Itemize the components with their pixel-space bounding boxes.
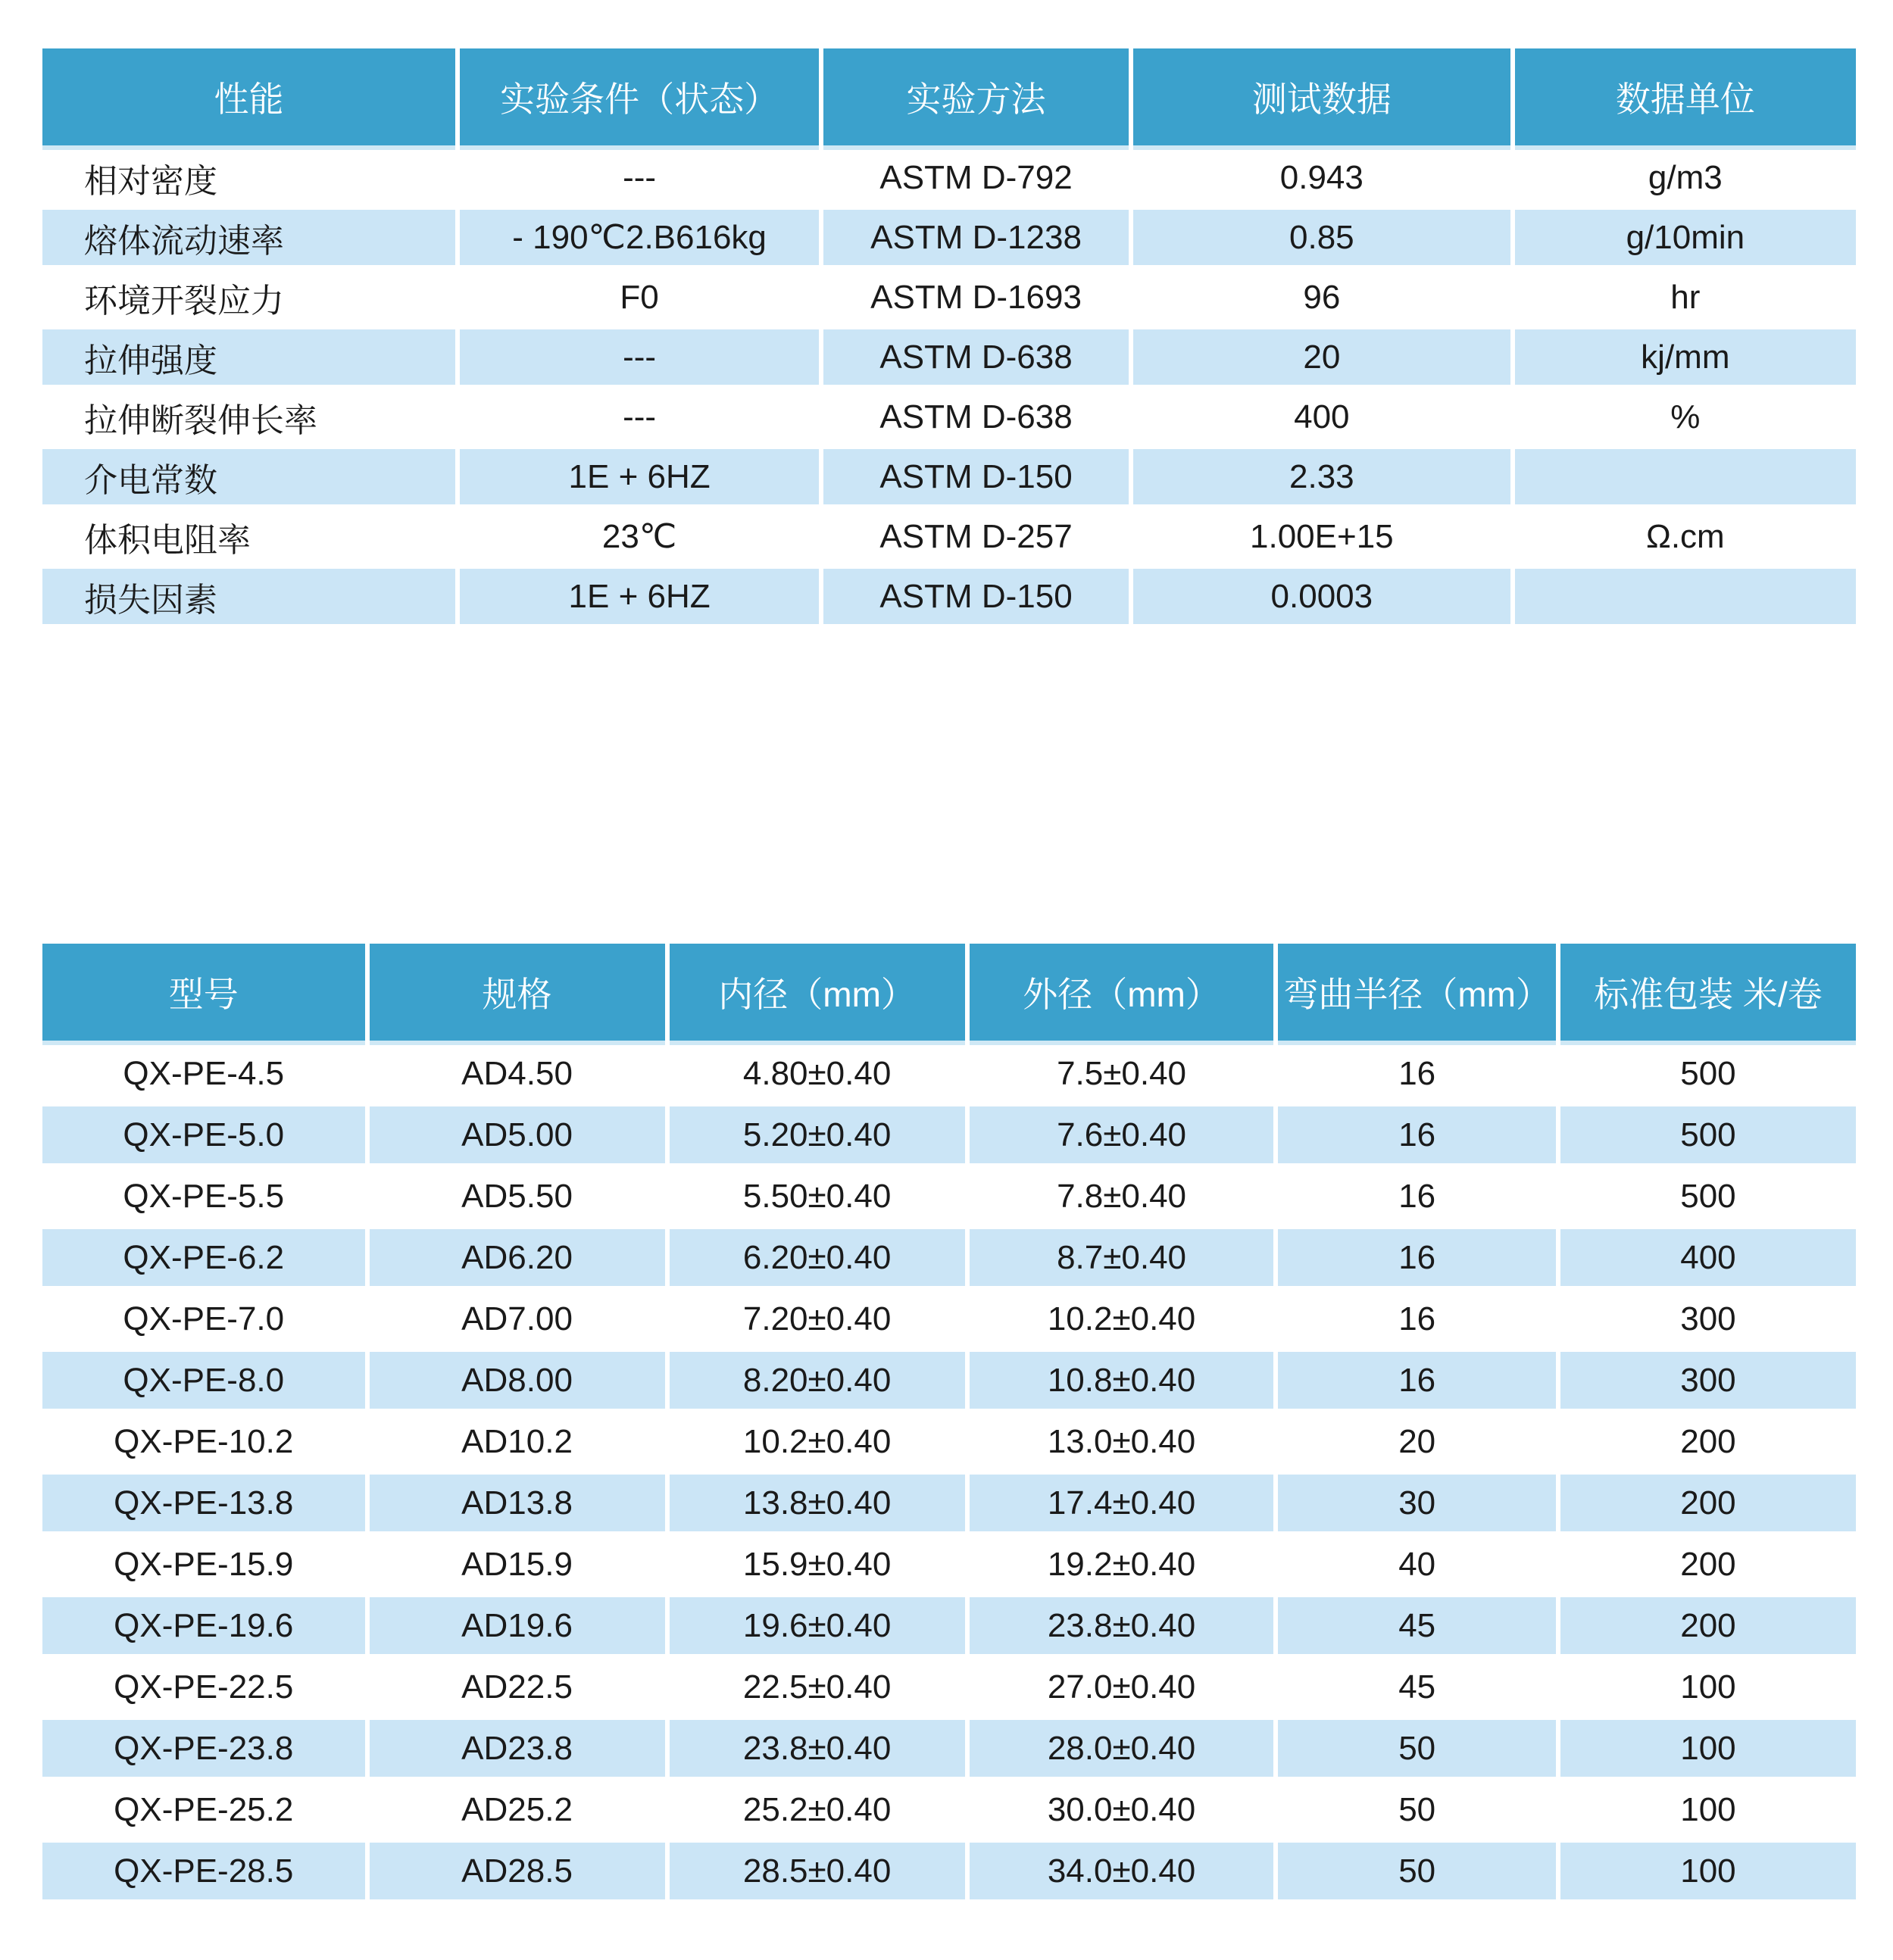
table-cell: 50 (1278, 1781, 1555, 1838)
table-cell: 16 (1278, 1168, 1555, 1225)
table-row (42, 1045, 1856, 1102)
table-cell: 20 (1278, 1413, 1555, 1470)
table-row (42, 270, 1856, 325)
table-row (42, 1843, 1856, 1899)
table-cell: 拉伸断裂伸长率 (42, 389, 455, 445)
table-cell: ASTM D-150 (823, 449, 1129, 504)
table-cell: 27.0±0.40 (970, 1659, 1274, 1715)
table-cell: 50 (1278, 1720, 1555, 1777)
table-cell: 500 (1560, 1106, 1856, 1163)
column-header-test-condition: 实验条件（状态） (460, 48, 819, 145)
table-row (42, 509, 1856, 564)
datasheet (38, 44, 1860, 1904)
table-cell: ASTM D-638 (823, 389, 1129, 445)
table-cell: 7.5±0.40 (970, 1045, 1274, 1102)
table-cell: 10.2±0.40 (970, 1291, 1274, 1347)
table-cell: 体积电阻率 (42, 509, 455, 564)
model-spec-body (42, 1045, 1856, 1899)
table-cell: QX-PE-8.0 (42, 1352, 365, 1409)
table-cell: 8.7±0.40 (970, 1229, 1274, 1286)
table-row (42, 569, 1856, 624)
table-cell: 5.50±0.40 (670, 1168, 965, 1225)
table-cell: 50 (1278, 1843, 1555, 1899)
table-cell: 45 (1278, 1597, 1555, 1654)
table-cell: 拉伸强度 (42, 329, 455, 385)
table-row (42, 329, 1856, 385)
table-cell: 30 (1278, 1475, 1555, 1531)
table-cell: QX-PE-13.8 (42, 1475, 365, 1531)
table-cell: 23℃ (460, 509, 819, 564)
table-cell: 4.80±0.40 (670, 1045, 965, 1102)
table-cell: AD6.20 (370, 1229, 665, 1286)
table-cell: AD23.8 (370, 1720, 665, 1777)
table-cell: 17.4±0.40 (970, 1475, 1274, 1531)
table-cell: 13.0±0.40 (970, 1413, 1274, 1470)
table-row (42, 1106, 1856, 1163)
table-cell (1515, 449, 1856, 504)
table-row (42, 1597, 1856, 1654)
table-cell: 96 (1133, 270, 1510, 325)
table-row (42, 1291, 1856, 1347)
table-cell: AD19.6 (370, 1597, 665, 1654)
column-header-model: 型号 (42, 944, 365, 1041)
table-cell: AD8.00 (370, 1352, 665, 1409)
table-row (42, 1720, 1856, 1777)
table-cell: 28.0±0.40 (970, 1720, 1274, 1777)
table-cell: QX-PE-19.6 (42, 1597, 365, 1654)
table-cell: 40 (1278, 1536, 1555, 1593)
table-cell: hr (1515, 270, 1856, 325)
table-cell: ASTM D-638 (823, 329, 1129, 385)
column-header-spec: 规格 (370, 944, 665, 1041)
table-cell: ASTM D-1693 (823, 270, 1129, 325)
table-cell: 500 (1560, 1045, 1856, 1102)
table-cell: 30.0±0.40 (970, 1781, 1274, 1838)
table-cell: 熔体流动速率 (42, 210, 455, 265)
table-cell: 6.20±0.40 (670, 1229, 965, 1286)
table-cell: --- (460, 329, 819, 385)
table-cell: QX-PE-5.5 (42, 1168, 365, 1225)
table-row (42, 210, 1856, 265)
header-row (42, 48, 1856, 145)
table-row (42, 1352, 1856, 1409)
material-properties-table (38, 44, 1860, 629)
table-cell: AD25.2 (370, 1781, 665, 1838)
table-cell: 16 (1278, 1229, 1555, 1286)
table-cell: 7.6±0.40 (970, 1106, 1274, 1163)
table-cell: 200 (1560, 1536, 1856, 1593)
table-cell: 0.85 (1133, 210, 1510, 265)
table-cell: 7.20±0.40 (670, 1291, 965, 1347)
table-cell: 400 (1133, 389, 1510, 445)
table-cell: AD15.9 (370, 1536, 665, 1593)
table-cell: 100 (1560, 1720, 1856, 1777)
table-cell: 25.2±0.40 (670, 1781, 965, 1838)
table-cell: QX-PE-15.9 (42, 1536, 365, 1593)
table-cell: ASTM D-257 (823, 509, 1129, 564)
table-cell: 环境开裂应力 (42, 270, 455, 325)
table-cell: 1E + 6HZ (460, 569, 819, 624)
table-cell: 1E + 6HZ (460, 449, 819, 504)
model-spec-table (38, 939, 1860, 1904)
table-cell: 22.5±0.40 (670, 1659, 965, 1715)
table-cell: 0.943 (1133, 150, 1510, 205)
table-cell: 200 (1560, 1475, 1856, 1531)
table-cell: 介电常数 (42, 449, 455, 504)
table-cell: 2.33 (1133, 449, 1510, 504)
table-cell: 15.9±0.40 (670, 1536, 965, 1593)
table-cell: 400 (1560, 1229, 1856, 1286)
model-spec-header (42, 944, 1856, 1041)
table-cell: 45 (1278, 1659, 1555, 1715)
table-row (42, 1536, 1856, 1593)
table-cell: 200 (1560, 1413, 1856, 1470)
table-cell: Ω.cm (1515, 509, 1856, 564)
material-properties-body (42, 150, 1856, 624)
table-cell: 16 (1278, 1291, 1555, 1347)
table-cell: 34.0±0.40 (970, 1843, 1274, 1899)
table-cell: ASTM D-792 (823, 150, 1129, 205)
table-cell (1515, 569, 1856, 624)
column-header-property: 性能 (42, 48, 455, 145)
header-row (42, 944, 1856, 1041)
column-header-test-data: 测试数据 (1133, 48, 1510, 145)
table-row (42, 150, 1856, 205)
column-header-packaging: 标准包装 米/卷 (1560, 944, 1856, 1041)
table-cell: 100 (1560, 1781, 1856, 1838)
table-cell: 0.0003 (1133, 569, 1510, 624)
table-row (42, 1229, 1856, 1286)
table-cell: 28.5±0.40 (670, 1843, 965, 1899)
table-cell: 10.2±0.40 (670, 1413, 965, 1470)
table-cell: 相对密度 (42, 150, 455, 205)
table-row (42, 389, 1856, 445)
column-header-inner-diameter: 内径（mm） (670, 944, 965, 1041)
table-cell: - 190℃2.B616kg (460, 210, 819, 265)
table-cell: kj/mm (1515, 329, 1856, 385)
table-cell: 1.00E+15 (1133, 509, 1510, 564)
table-row (42, 1475, 1856, 1531)
table-cell: AD4.50 (370, 1045, 665, 1102)
table-cell: AD22.5 (370, 1659, 665, 1715)
table-cell: g/10min (1515, 210, 1856, 265)
table-row (42, 1781, 1856, 1838)
table-cell: 300 (1560, 1291, 1856, 1347)
table-cell: AD7.00 (370, 1291, 665, 1347)
table-cell: QX-PE-6.2 (42, 1229, 365, 1286)
table-row (42, 1659, 1856, 1715)
column-header-data-unit: 数据单位 (1515, 48, 1856, 145)
table-cell: 7.8±0.40 (970, 1168, 1274, 1225)
table-cell: 19.6±0.40 (670, 1597, 965, 1654)
table-cell: 100 (1560, 1659, 1856, 1715)
table-cell: 300 (1560, 1352, 1856, 1409)
table-cell: AD5.50 (370, 1168, 665, 1225)
table-cell: AD10.2 (370, 1413, 665, 1470)
table-row (42, 1168, 1856, 1225)
table-cell: QX-PE-10.2 (42, 1413, 365, 1470)
table-cell: 100 (1560, 1843, 1856, 1899)
table-cell: 损失因素 (42, 569, 455, 624)
table-cell: QX-PE-7.0 (42, 1291, 365, 1347)
table-row (42, 1413, 1856, 1470)
table-cell: ASTM D-1238 (823, 210, 1129, 265)
table-cell: 5.20±0.40 (670, 1106, 965, 1163)
table-cell: 8.20±0.40 (670, 1352, 965, 1409)
table-cell: g/m3 (1515, 150, 1856, 205)
table-cell: 23.8±0.40 (670, 1720, 965, 1777)
table-cell: ASTM D-150 (823, 569, 1129, 624)
table-cell: --- (460, 389, 819, 445)
table-cell: 16 (1278, 1106, 1555, 1163)
table-cell: QX-PE-4.5 (42, 1045, 365, 1102)
table-cell: 500 (1560, 1168, 1856, 1225)
table-cell: F0 (460, 270, 819, 325)
table-cell: --- (460, 150, 819, 205)
table-cell: 23.8±0.40 (970, 1597, 1274, 1654)
table-cell: 200 (1560, 1597, 1856, 1654)
column-header-test-method: 实验方法 (823, 48, 1129, 145)
table-cell: 19.2±0.40 (970, 1536, 1274, 1593)
column-header-bend-radius: 弯曲半径（mm） (1278, 944, 1555, 1041)
table-cell: QX-PE-25.2 (42, 1781, 365, 1838)
table-cell: 20 (1133, 329, 1510, 385)
table-cell: % (1515, 389, 1856, 445)
table-cell: 16 (1278, 1352, 1555, 1409)
table-cell: 13.8±0.40 (670, 1475, 965, 1531)
table-cell: QX-PE-5.0 (42, 1106, 365, 1163)
table-cell: QX-PE-23.8 (42, 1720, 365, 1777)
table-cell: 10.8±0.40 (970, 1352, 1274, 1409)
table-cell: QX-PE-22.5 (42, 1659, 365, 1715)
table-cell: AD13.8 (370, 1475, 665, 1531)
table-cell: AD5.00 (370, 1106, 665, 1163)
table-row (42, 449, 1856, 504)
column-header-outer-diameter: 外径（mm） (970, 944, 1274, 1041)
table-cell: 16 (1278, 1045, 1555, 1102)
table-cell: AD28.5 (370, 1843, 665, 1899)
table-cell: QX-PE-28.5 (42, 1843, 365, 1899)
material-properties-header (42, 48, 1856, 145)
